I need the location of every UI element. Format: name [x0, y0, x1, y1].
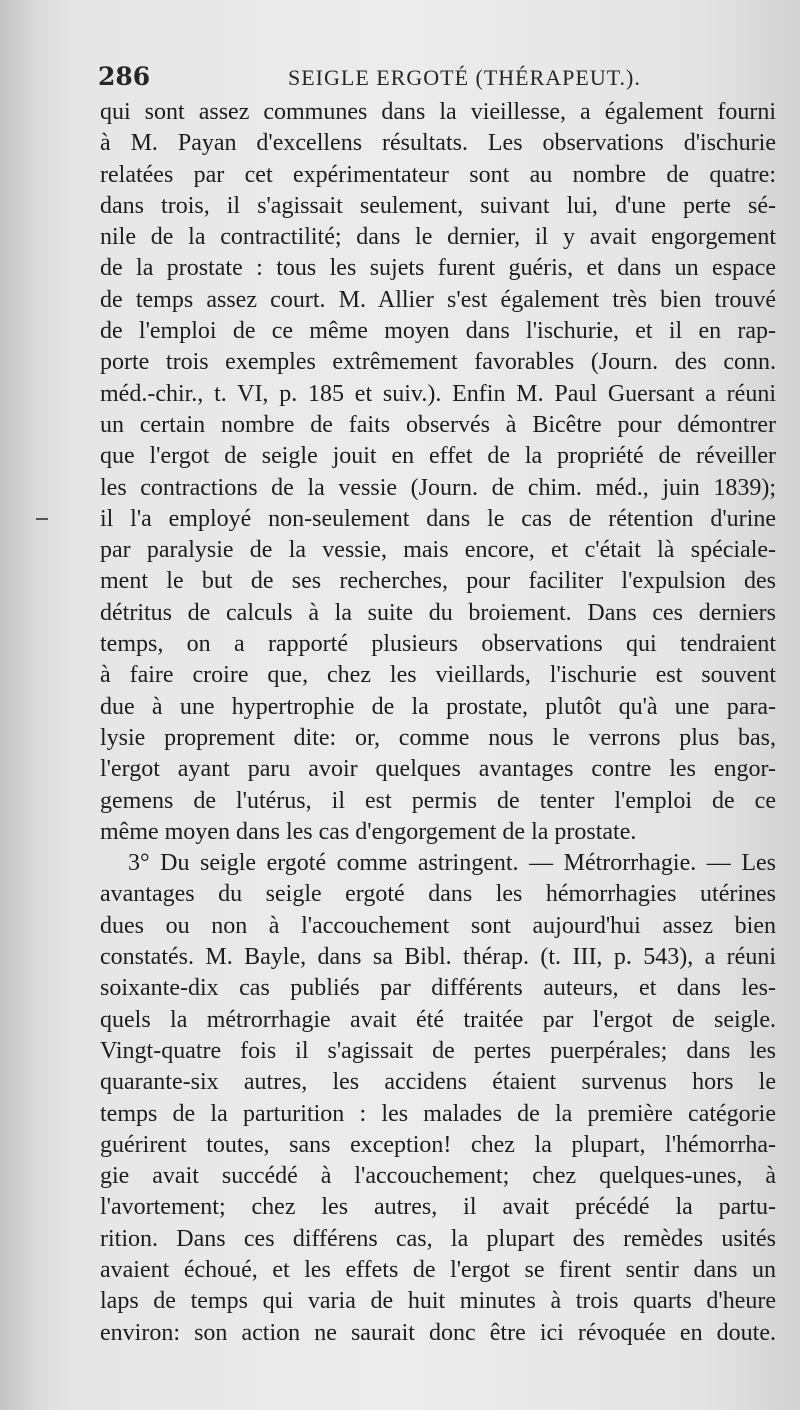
text-line: lysie proprement dite: or, comme nous le verrons plus bas,: [100, 724, 776, 751]
text-line: de temps assez court. M. Allier s'est également très bien trouvé: [100, 286, 776, 313]
text-line: quarante-six autres, les accidens étaient survenus hors le: [100, 1069, 776, 1096]
text-line: nile de la contractilité; dans le dernier, il y avait engorgement: [100, 224, 776, 251]
text-line: les contractions de la vessie (Journ. de chim. méd., juin 1839);: [100, 474, 776, 501]
text-line: gie avait succédé à l'accouchement; chez quelques-unes, à: [100, 1163, 776, 1190]
text-line: porte trois exemples extrêmement favorables (Journ. des conn.: [100, 349, 776, 376]
margin-mark: [36, 518, 48, 520]
text-line: à M. Payan d'excellens résultats. Les observations d'ischurie: [100, 130, 776, 157]
text-line: il l'a employé non-seulement dans le cas de rétention d'urine: [100, 505, 776, 532]
text-line: temps, on a rapporté plusieurs observations qui tendraient: [100, 631, 776, 658]
text-line: de l'emploi de ce même moyen dans l'ischurie, et il en rap-: [100, 318, 776, 345]
text-line: même moyen dans les cas d'engorgement de la prostate.: [100, 818, 637, 845]
text-line: l'avortement; chez les autres, il avait précédé la partu-: [100, 1194, 776, 1221]
text-line: par paralysie de la vessie, mais encore, et c'était là spéciale-: [100, 537, 776, 564]
text-line: due à une hypertrophie de la prostate, plutôt qu'à une para-: [100, 693, 776, 720]
text-line: qui sont assez communes dans la vieillesse, a également fourni: [100, 99, 776, 125]
text-line: dues ou non à l'accouchement sont aujourd'hui assez bien: [100, 912, 776, 939]
page-number: 286: [98, 62, 151, 91]
text-line: guérirent toutes, sans exception! chez la plupart, l'hémorrha-: [100, 1131, 776, 1158]
text-line: méd.-chir., t. VI, p. 185 et suiv.). Enfin M. Paul Guersant a réuni: [100, 380, 776, 407]
running-head: [98, 62, 788, 98]
text-line: quels la métrorrhagie avait été traitée par l'ergot de seigle.: [100, 1006, 776, 1033]
text-line: avaient échoué, et les effets de l'ergot se firent sentir dans un: [100, 1256, 776, 1283]
text-line: ment le but de ses recherches, pour faciliter l'expulsion des: [100, 568, 776, 595]
text-line: à faire croire que, chez les vieillards, l'ischurie est souvent: [100, 662, 776, 689]
text-line: constatés. M. Bayle, dans sa Bibl. thérap. (t. III, p. 543), a réuni: [100, 944, 776, 971]
text-line: Vingt-quatre fois il s'agissait de pertes puerpérales; dans les: [100, 1037, 776, 1064]
text-line: soixante-dix cas publiés par différents auteurs, et dans les-: [100, 975, 776, 1002]
section-heading-line: 3° Du seigle ergoté comme astringent. — Métrorrhagie. — Les: [128, 850, 776, 877]
text-line: dans trois, il s'agissait seulement, suivant lui, d'une perte sé-: [100, 192, 776, 219]
text-line: temps de la parturition : les malades de la première catégorie: [100, 1100, 776, 1127]
text-line: environ: son action ne saurait donc être ici révoquée en doute.: [100, 1319, 776, 1346]
text-line: que l'ergot de seigle jouit en effet de la propriété de réveiller: [100, 443, 776, 470]
text-line: avantages du seigle ergoté dans les hémorrhagies utérines: [100, 881, 776, 908]
text-line: détritus de calculs à la suite du broiement. Dans ces derniers: [100, 599, 776, 626]
body-text: [100, 97, 776, 1349]
text-line: de la prostate : tous les sujets furent guéris, et dans un espace: [100, 255, 776, 282]
text-line: gemens de l'utérus, il est permis de tenter l'emploi de ce: [100, 787, 776, 814]
text-line: un certain nombre de faits observés à Bicêtre pour démontrer: [100, 411, 776, 438]
text-line: relatées par cet expérimentateur sont au nombre de quatre:: [100, 161, 776, 188]
running-title: SEIGLE ERGOTÉ (THÉRAPEUT.).: [288, 65, 641, 90]
text-line: laps de temps qui varia de huit minutes à trois quarts d'heure: [100, 1288, 776, 1315]
text-line: l'ergot ayant paru avoir quelques avantages contre les engor-: [100, 756, 776, 783]
text-line: rition. Dans ces différens cas, la plupart des remèdes usités: [100, 1225, 776, 1252]
